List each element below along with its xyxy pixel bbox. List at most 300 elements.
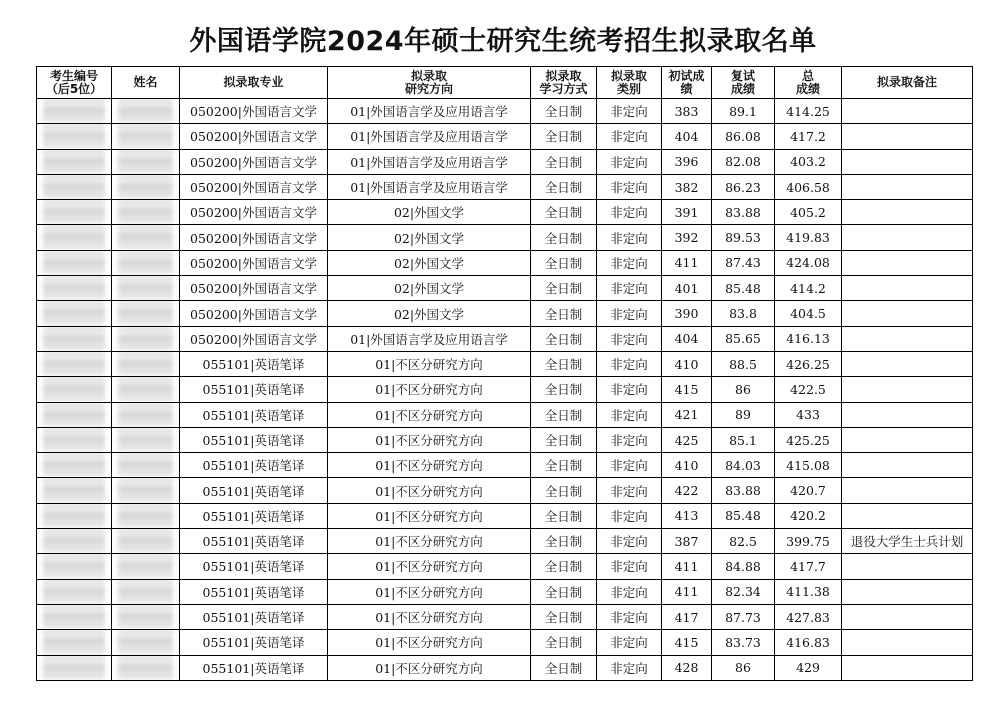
total-score-cell: 416.13 <box>775 326 842 351</box>
redaction-blur <box>118 150 173 174</box>
category-cell: 非定向 <box>597 351 662 376</box>
redaction-blur <box>43 225 105 249</box>
table-row <box>37 149 973 174</box>
redaction-blur <box>43 352 105 376</box>
name-cell-redacted <box>112 655 180 680</box>
header-candidate-id-line2: （后5位） <box>45 81 103 96</box>
name-cell-redacted <box>112 604 180 629</box>
table-row <box>37 453 973 478</box>
initial-score-cell: 383 <box>662 99 712 124</box>
redaction-blur <box>118 428 173 452</box>
redaction-blur <box>43 276 105 300</box>
category-cell: 非定向 <box>597 174 662 199</box>
retest-score-cell: 88.5 <box>712 351 775 376</box>
initial-score-cell: 392 <box>662 225 712 250</box>
name-cell-redacted <box>112 529 180 554</box>
header-name-label: 姓名 <box>133 75 158 89</box>
redaction-blur <box>118 580 173 604</box>
total-score-cell: 415.08 <box>775 453 842 478</box>
table-row <box>37 351 973 376</box>
header-initial-score-line1: 初试成 <box>668 68 705 83</box>
retest-score-cell: 87.73 <box>712 604 775 629</box>
major-cell: 055101|英语笔译 <box>180 529 328 554</box>
redaction-blur <box>43 175 105 199</box>
remark-cell <box>842 377 973 402</box>
redaction-blur <box>118 605 173 629</box>
retest-score-cell: 85.1 <box>712 427 775 452</box>
study-mode-cell: 全日制 <box>531 200 597 225</box>
remark-cell <box>842 503 973 528</box>
major-cell: 050200|外国语言文学 <box>180 276 328 301</box>
candidate-id-cell-redacted <box>37 149 112 174</box>
category-cell: 非定向 <box>597 276 662 301</box>
candidate-id-cell-redacted <box>37 351 112 376</box>
study-mode-cell: 全日制 <box>531 604 597 629</box>
study-mode-cell: 全日制 <box>531 149 597 174</box>
category-cell: 非定向 <box>597 427 662 452</box>
header-remark-label: 拟录取备注 <box>876 75 937 89</box>
candidate-id-cell-redacted <box>37 276 112 301</box>
direction-cell: 01|不区分研究方向 <box>328 579 531 604</box>
header-major <box>180 67 328 99</box>
major-cell: 055101|英语笔译 <box>180 579 328 604</box>
name-cell-redacted <box>112 630 180 655</box>
initial-score-cell: 410 <box>662 453 712 478</box>
header-category-line2: 类别 <box>616 81 641 96</box>
candidate-id-cell-redacted <box>37 529 112 554</box>
total-score-cell: 404.5 <box>775 301 842 326</box>
major-cell: 055101|英语笔译 <box>180 503 328 528</box>
total-score-cell: 416.83 <box>775 630 842 655</box>
study-mode-cell: 全日制 <box>531 351 597 376</box>
total-score-cell: 417.2 <box>775 124 842 149</box>
remark-cell <box>842 402 973 427</box>
major-cell: 055101|英语笔译 <box>180 604 328 629</box>
initial-score-cell: 404 <box>662 124 712 149</box>
redaction-blur <box>118 529 173 553</box>
major-cell: 050200|外国语言文学 <box>180 250 328 275</box>
initial-score-cell: 411 <box>662 579 712 604</box>
retest-score-cell: 89.1 <box>712 99 775 124</box>
remark-cell <box>842 554 973 579</box>
category-cell: 非定向 <box>597 225 662 250</box>
redaction-blur <box>118 377 173 401</box>
candidate-id-cell-redacted <box>37 250 112 275</box>
redaction-blur <box>43 478 105 502</box>
table-row <box>37 250 973 275</box>
remark-cell <box>842 326 973 351</box>
redaction-blur <box>118 504 173 528</box>
redaction-blur <box>118 453 173 477</box>
redaction-blur <box>43 630 105 654</box>
initial-score-cell: 387 <box>662 529 712 554</box>
major-cell: 055101|英语笔译 <box>180 655 328 680</box>
name-cell-redacted <box>112 579 180 604</box>
retest-score-cell: 86 <box>712 655 775 680</box>
table-row <box>37 377 973 402</box>
major-cell: 050200|外国语言文学 <box>180 124 328 149</box>
remark-cell <box>842 655 973 680</box>
major-cell: 055101|英语笔译 <box>180 427 328 452</box>
initial-score-cell: 425 <box>662 427 712 452</box>
name-cell-redacted <box>112 99 180 124</box>
initial-score-cell: 417 <box>662 604 712 629</box>
major-cell: 050200|外国语言文学 <box>180 149 328 174</box>
direction-cell: 02|外国文学 <box>328 250 531 275</box>
direction-cell: 01|不区分研究方向 <box>328 453 531 478</box>
candidate-id-cell-redacted <box>37 478 112 503</box>
name-cell-redacted <box>112 301 180 326</box>
remark-cell <box>842 427 973 452</box>
remark-cell <box>842 174 973 199</box>
redaction-blur <box>43 150 105 174</box>
name-cell-redacted <box>112 326 180 351</box>
header-direction-line2: 研究方向 <box>404 81 453 96</box>
total-score-cell: 419.83 <box>775 225 842 250</box>
redaction-blur <box>43 656 105 680</box>
table-row <box>37 503 973 528</box>
page-title: 外国语学院2024年硕士研究生统考招生拟录取名单 <box>189 26 817 57</box>
remark-cell <box>842 250 973 275</box>
total-score-cell: 429 <box>775 655 842 680</box>
retest-score-cell: 87.43 <box>712 250 775 275</box>
redaction-blur <box>118 175 173 199</box>
name-cell-redacted <box>112 250 180 275</box>
header-retest-score-line2: 成绩 <box>730 81 755 96</box>
candidate-id-cell-redacted <box>37 377 112 402</box>
direction-cell: 01|不区分研究方向 <box>328 351 531 376</box>
initial-score-cell: 421 <box>662 402 712 427</box>
total-score-cell: 417.7 <box>775 554 842 579</box>
remark-cell <box>842 124 973 149</box>
category-cell: 非定向 <box>597 200 662 225</box>
name-cell-redacted <box>112 453 180 478</box>
candidate-id-cell-redacted <box>37 326 112 351</box>
redaction-blur <box>43 124 105 148</box>
category-cell: 非定向 <box>597 579 662 604</box>
redaction-blur <box>43 200 105 224</box>
direction-cell: 01|外国语言学及应用语言学 <box>328 174 531 199</box>
direction-cell: 01|不区分研究方向 <box>328 655 531 680</box>
header-total-score-line1: 总 <box>801 68 814 83</box>
direction-cell: 01|不区分研究方向 <box>328 427 531 452</box>
category-cell: 非定向 <box>597 630 662 655</box>
name-cell-redacted <box>112 427 180 452</box>
retest-score-cell: 89.53 <box>712 225 775 250</box>
study-mode-cell: 全日制 <box>531 630 597 655</box>
header-name <box>112 67 180 99</box>
study-mode-cell: 全日制 <box>531 174 597 199</box>
redaction-blur <box>43 453 105 477</box>
category-cell: 非定向 <box>597 326 662 351</box>
name-cell-redacted <box>112 503 180 528</box>
admission-table <box>36 66 973 681</box>
study-mode-cell: 全日制 <box>531 554 597 579</box>
remark-cell <box>842 630 973 655</box>
table-row <box>37 478 973 503</box>
retest-score-cell: 85.65 <box>712 326 775 351</box>
header-major-label: 拟录取专业 <box>223 75 284 89</box>
name-cell-redacted <box>112 149 180 174</box>
table-row <box>37 225 973 250</box>
redaction-blur <box>118 301 173 325</box>
total-score-cell: 424.08 <box>775 250 842 275</box>
category-cell: 非定向 <box>597 529 662 554</box>
candidate-id-cell-redacted <box>37 554 112 579</box>
study-mode-cell: 全日制 <box>531 478 597 503</box>
redaction-blur <box>118 403 173 427</box>
direction-cell: 01|不区分研究方向 <box>328 503 531 528</box>
initial-score-cell: 401 <box>662 276 712 301</box>
redaction-blur <box>43 554 105 578</box>
name-cell-redacted <box>112 225 180 250</box>
category-cell: 非定向 <box>597 453 662 478</box>
name-cell-redacted <box>112 200 180 225</box>
table-row <box>37 200 973 225</box>
category-cell: 非定向 <box>597 149 662 174</box>
redaction-blur <box>118 656 173 680</box>
category-cell: 非定向 <box>597 655 662 680</box>
candidate-id-cell-redacted <box>37 503 112 528</box>
category-cell: 非定向 <box>597 301 662 326</box>
major-cell: 055101|英语笔译 <box>180 402 328 427</box>
initial-score-cell: 413 <box>662 503 712 528</box>
table-row <box>37 402 973 427</box>
header-total-score <box>775 67 842 99</box>
name-cell-redacted <box>112 554 180 579</box>
redaction-blur <box>43 99 105 123</box>
initial-score-cell: 396 <box>662 149 712 174</box>
retest-score-cell: 83.88 <box>712 478 775 503</box>
candidate-id-cell-redacted <box>37 174 112 199</box>
name-cell-redacted <box>112 124 180 149</box>
initial-score-cell: 382 <box>662 174 712 199</box>
candidate-id-cell-redacted <box>37 630 112 655</box>
remark-cell <box>842 604 973 629</box>
name-cell-redacted <box>112 377 180 402</box>
redaction-blur <box>43 605 105 629</box>
candidate-id-cell-redacted <box>37 200 112 225</box>
study-mode-cell: 全日制 <box>531 377 597 402</box>
redaction-blur <box>43 327 105 351</box>
direction-cell: 01|不区分研究方向 <box>328 604 531 629</box>
total-score-cell: 414.2 <box>775 276 842 301</box>
direction-cell: 02|外国文学 <box>328 225 531 250</box>
major-cell: 050200|外国语言文学 <box>180 326 328 351</box>
redaction-blur <box>118 99 173 123</box>
direction-cell: 02|外国文学 <box>328 301 531 326</box>
category-cell: 非定向 <box>597 478 662 503</box>
initial-score-cell: 411 <box>662 554 712 579</box>
redaction-blur <box>43 529 105 553</box>
header-study-mode <box>531 67 597 99</box>
header-category-line1: 拟录取 <box>610 68 647 83</box>
retest-score-cell: 84.88 <box>712 554 775 579</box>
major-cell: 055101|英语笔译 <box>180 377 328 402</box>
candidate-id-cell-redacted <box>37 427 112 452</box>
major-cell: 055101|英语笔译 <box>180 630 328 655</box>
header-study-mode-line2: 学习方式 <box>539 81 588 96</box>
candidate-id-cell-redacted <box>37 579 112 604</box>
remark-cell <box>842 579 973 604</box>
redaction-blur <box>43 403 105 427</box>
retest-score-cell: 83.8 <box>712 301 775 326</box>
retest-score-cell: 86.23 <box>712 174 775 199</box>
remark-cell <box>842 301 973 326</box>
header-candidate-id-line1: 考生编号 <box>49 68 98 83</box>
total-score-cell: 405.2 <box>775 200 842 225</box>
table-row <box>37 99 973 124</box>
retest-score-cell: 82.5 <box>712 529 775 554</box>
category-cell: 非定向 <box>597 99 662 124</box>
table-row <box>37 630 973 655</box>
study-mode-cell: 全日制 <box>531 326 597 351</box>
redaction-blur <box>118 327 173 351</box>
initial-score-cell: 391 <box>662 200 712 225</box>
table-row <box>37 604 973 629</box>
header-retest-score-line1: 复试 <box>730 68 755 83</box>
total-score-cell: 422.5 <box>775 377 842 402</box>
total-score-cell: 433 <box>775 402 842 427</box>
table-row <box>37 554 973 579</box>
redaction-blur <box>118 630 173 654</box>
redaction-blur <box>43 428 105 452</box>
remark-cell: 退役大学生士兵计划 <box>842 529 973 554</box>
total-score-cell: 426.25 <box>775 351 842 376</box>
total-score-cell: 420.7 <box>775 478 842 503</box>
candidate-id-cell-redacted <box>37 655 112 680</box>
redaction-blur <box>43 251 105 275</box>
redaction-blur <box>118 352 173 376</box>
header-direction-line1: 拟录取 <box>410 68 447 83</box>
total-score-cell: 403.2 <box>775 149 842 174</box>
redaction-blur <box>118 276 173 300</box>
study-mode-cell: 全日制 <box>531 99 597 124</box>
retest-score-cell: 85.48 <box>712 276 775 301</box>
direction-cell: 01|外国语言学及应用语言学 <box>328 149 531 174</box>
direction-cell: 01|外国语言学及应用语言学 <box>328 99 531 124</box>
remark-cell <box>842 225 973 250</box>
direction-cell: 01|不区分研究方向 <box>328 402 531 427</box>
retest-score-cell: 83.73 <box>712 630 775 655</box>
table-row <box>37 427 973 452</box>
initial-score-cell: 422 <box>662 478 712 503</box>
initial-score-cell: 411 <box>662 250 712 275</box>
retest-score-cell: 82.08 <box>712 149 775 174</box>
remark-cell <box>842 453 973 478</box>
total-score-cell: 425.25 <box>775 427 842 452</box>
major-cell: 050200|外国语言文学 <box>180 225 328 250</box>
remark-cell <box>842 351 973 376</box>
category-cell: 非定向 <box>597 402 662 427</box>
header-retest-score <box>712 67 775 99</box>
candidate-id-cell-redacted <box>37 402 112 427</box>
category-cell: 非定向 <box>597 124 662 149</box>
remark-cell <box>842 99 973 124</box>
major-cell: 055101|英语笔译 <box>180 453 328 478</box>
study-mode-cell: 全日制 <box>531 453 597 478</box>
retest-score-cell: 86 <box>712 377 775 402</box>
header-category <box>597 67 662 99</box>
major-cell: 050200|外国语言文学 <box>180 99 328 124</box>
category-cell: 非定向 <box>597 250 662 275</box>
major-cell: 055101|英语笔译 <box>180 351 328 376</box>
direction-cell: 01|外国语言学及应用语言学 <box>328 124 531 149</box>
direction-cell: 01|不区分研究方向 <box>328 478 531 503</box>
header-row <box>37 67 973 99</box>
table-row <box>37 301 973 326</box>
name-cell-redacted <box>112 478 180 503</box>
table-body <box>37 99 973 681</box>
major-cell: 055101|英语笔译 <box>180 554 328 579</box>
header-study-mode-line1: 拟录取 <box>545 68 582 83</box>
redaction-blur <box>118 200 173 224</box>
study-mode-cell: 全日制 <box>531 579 597 604</box>
remark-cell <box>842 478 973 503</box>
remark-cell <box>842 200 973 225</box>
table-row <box>37 326 973 351</box>
table-row <box>37 579 973 604</box>
table-row <box>37 276 973 301</box>
table-row <box>37 124 973 149</box>
redaction-blur <box>43 377 105 401</box>
header-initial-score-line2: 绩 <box>680 81 693 96</box>
direction-cell: 02|外国文学 <box>328 200 531 225</box>
major-cell: 050200|外国语言文学 <box>180 200 328 225</box>
total-score-cell: 420.2 <box>775 503 842 528</box>
name-cell-redacted <box>112 351 180 376</box>
total-score-cell: 406.58 <box>775 174 842 199</box>
category-cell: 非定向 <box>597 554 662 579</box>
retest-score-cell: 89 <box>712 402 775 427</box>
direction-cell: 01|不区分研究方向 <box>328 630 531 655</box>
category-cell: 非定向 <box>597 377 662 402</box>
header-direction <box>328 67 531 99</box>
retest-score-cell: 83.88 <box>712 200 775 225</box>
redaction-blur <box>43 580 105 604</box>
initial-score-cell: 415 <box>662 630 712 655</box>
retest-score-cell: 82.34 <box>712 579 775 604</box>
remark-cell <box>842 149 973 174</box>
remark-cell <box>842 276 973 301</box>
total-score-cell: 427.83 <box>775 604 842 629</box>
direction-cell: 01|不区分研究方向 <box>328 377 531 402</box>
candidate-id-cell-redacted <box>37 225 112 250</box>
redaction-blur <box>43 504 105 528</box>
study-mode-cell: 全日制 <box>531 225 597 250</box>
redaction-blur <box>118 225 173 249</box>
initial-score-cell: 410 <box>662 351 712 376</box>
initial-score-cell: 404 <box>662 326 712 351</box>
candidate-id-cell-redacted <box>37 124 112 149</box>
header-remark <box>842 67 973 99</box>
major-cell: 055101|英语笔译 <box>180 478 328 503</box>
initial-score-cell: 390 <box>662 301 712 326</box>
retest-score-cell: 84.03 <box>712 453 775 478</box>
candidate-id-cell-redacted <box>37 453 112 478</box>
direction-cell: 01|不区分研究方向 <box>328 529 531 554</box>
major-cell: 050200|外国语言文学 <box>180 301 328 326</box>
study-mode-cell: 全日制 <box>531 427 597 452</box>
category-cell: 非定向 <box>597 604 662 629</box>
category-cell: 非定向 <box>597 503 662 528</box>
redaction-blur <box>118 124 173 148</box>
name-cell-redacted <box>112 174 180 199</box>
candidate-id-cell-redacted <box>37 604 112 629</box>
study-mode-cell: 全日制 <box>531 276 597 301</box>
table-row <box>37 174 973 199</box>
study-mode-cell: 全日制 <box>531 250 597 275</box>
